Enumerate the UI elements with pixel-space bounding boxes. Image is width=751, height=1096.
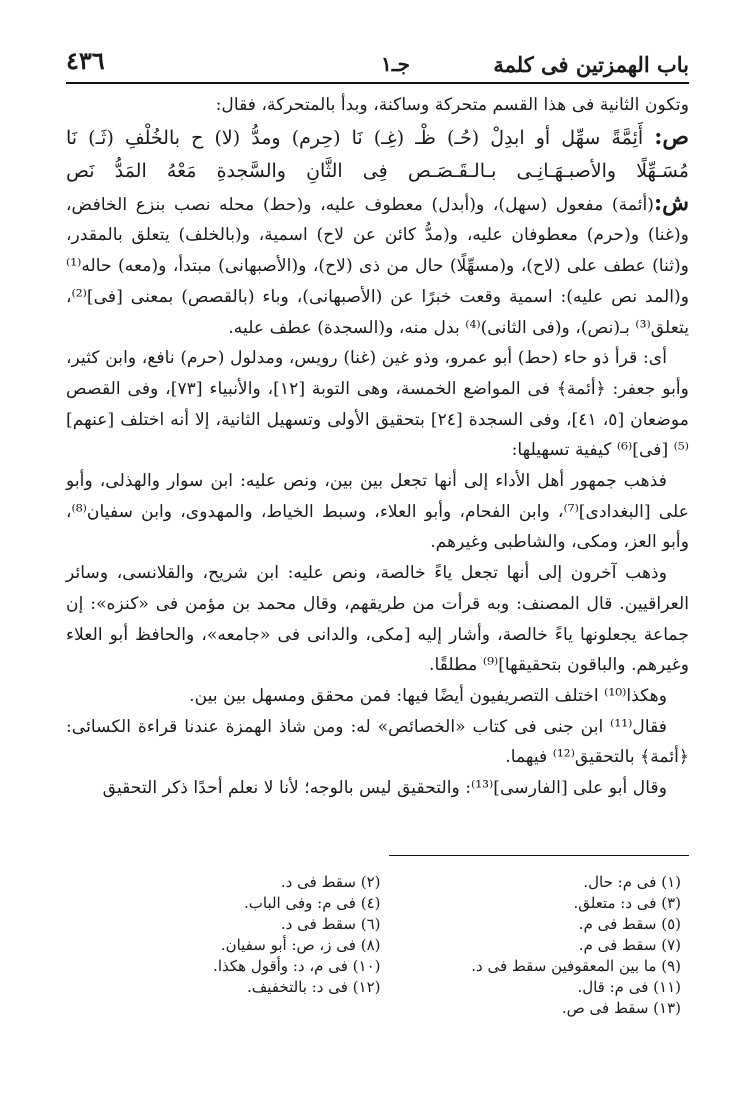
footnote: (١١) فى م: قال. (577, 978, 681, 996)
page-number: ٤٣٦ (66, 46, 105, 75)
footnote: (٨) فى ز، ص: أبو سفيان. (220, 936, 381, 954)
sharh-label: ش: (654, 189, 689, 216)
footnote: (٩) ما بين المعقوفين سقط فى د. (471, 957, 681, 975)
footnotes-right-column (411, 872, 682, 1019)
sharh-text: (أئمة) مفعول (سهل)، و(أبدل) معطوف عليه، و(حط) محله نصب بنزع الخافض، و(غنا) و(حرم) معطوفان عليه، و(مدُّ كائن عن لاح) اسمية، و(بالخلف) يتعلق بالمقدر، و(ثنا) عطف على (لاح)، و(مسهِّلًا) حال من ذى (لاح)، و(الأصبهانى) مبتدأ، و(معه) حاله⁽¹⁾ و(المد نص عليه): اسمية وقعت خبرًا عن (الأصبهانى)، وباء (بالقصص) بمعنى [فى]⁽²⁾، يتعلق⁽³⁾ بـ(نص)، و(فى الثانى)⁽⁴⁾ بدل منه، و(السجدة) عطف عليه. (66, 194, 689, 338)
footnote-divider (389, 855, 689, 856)
verse-line-1 (66, 121, 689, 155)
volume-label: جـ١ (381, 52, 410, 76)
footnote: (٥) سقط فى م. (578, 915, 681, 933)
paragraph-5: فقال⁽¹¹⁾ ابن جنى فى كتاب «الخصائص» له: ومن شاذ الهمزة عندنا قراءة الكسائى: ﴿أئمة﴾ بالتحقيق⁽¹²⁾ فيهما. (66, 716, 689, 768)
footnote: (١) فى م: حال. (583, 873, 681, 891)
footnote: (١٠) فى م، د: وأقول هكذا. (213, 957, 381, 975)
footnote: (١٣) سقط فى ص. (561, 999, 681, 1017)
verse-line-2: مُسَـهِّلًا والأصبـهَـانِـى بـالـقَـصَـص فِى الثَّانِ والسَّجدةِ مَعْهُ المَدُّ نَص (66, 159, 689, 182)
sharh-paragraph (66, 188, 689, 344)
verse-text-1: أَئِمَّةً سهِّل أو ابدِلْ (حُـ) ظْـ (غِـ) نَا (حِرم) ومدُّ (لا) ح بالخُلْفِ (ثَـ) نَا (66, 126, 644, 149)
footnotes-left-column (120, 872, 391, 1019)
footnote: (٣) فى د: متعلق. (573, 894, 681, 912)
paragraph-6: وقال أبو على [الفارسى]⁽¹³⁾: والتحقيق ليس بالوجه؛ لأنا لا نعلم أحدًا ذكر التحقيق (102, 778, 667, 799)
footnotes (120, 872, 681, 1019)
footnote: (٤) فى م: وفى الباب. (244, 894, 381, 912)
paragraph-2: فذهب جمهور أهل الأداء إلى أنها تجعل بين بين، ونص عليه: ابن سوار والهذلى، وأبو على [البغدادى]⁽⁷⁾، وابن الفحام، وأبو العلاء، وسبط الخياط، والمهدوى، وابن سفيان⁽⁸⁾، وأبو العز، ومكى، والشاطبى وغيرهم. (66, 471, 689, 553)
paragraph-4: وهكذا⁽¹⁰⁾ اختلف التصريفيون أيضًا فيها: فمن محقق ومسهل بين بين. (189, 685, 667, 706)
page-header (66, 46, 689, 84)
paragraph-1: أى: قرأ ذو حاء (حط) أبو عمرو، وذو غين (غنا) رويس، ومدلول (حرم) نافع، وابن كثير، وأبو جعفر: ﴿أئمة﴾ فى المواضع الخمسة، وهى التوبة [١٢]، والأنبياء [٧٣]، وفى القصص موضعان [٥، ٤١]، وفى السجدة [٢٤] بتحقيق الأولى وتسهيل الثانية، إلا أنه اختلف [عنهم]⁽⁵⁾ [فى]⁽⁶⁾ كيفية تسهيلها: (66, 348, 689, 461)
intro-paragraph: وتكون الثانية فى هذا القسم متحركة وساكنة، وبدأ بالمتحركة، فقال: (215, 95, 689, 115)
footnote: (٦) سقط فى د. (280, 915, 381, 933)
footnote: (٧) سقط فى م. (578, 936, 681, 954)
chapter-title: باب الهمزتين فى كلمة (493, 52, 689, 77)
paragraph-3: وذهب آخرون إلى أنها تجعل ياءً خالصة، ونص عليه: ابن شريح، والقلانسى، وسائر العراقيين. قال المصنف: وبه قرأت من طريقهم، وقال محمد بن مؤمن فى «كنزه»: إن جماعة يجعلونها ياءً خالصة، وأشار إليه [مكى، والدانى فى «جامعه»، والحافظ أبو العلاء وغيرهم. والباقون بتحقيقها]⁽⁹⁾ مطلقًا. (66, 563, 689, 676)
main-text (66, 90, 689, 804)
footnote: (٢) سقط فى د. (280, 873, 381, 891)
verse-label: ص: (654, 123, 689, 150)
footnote: (١٢) فى د: بالتخفيف. (247, 978, 381, 996)
